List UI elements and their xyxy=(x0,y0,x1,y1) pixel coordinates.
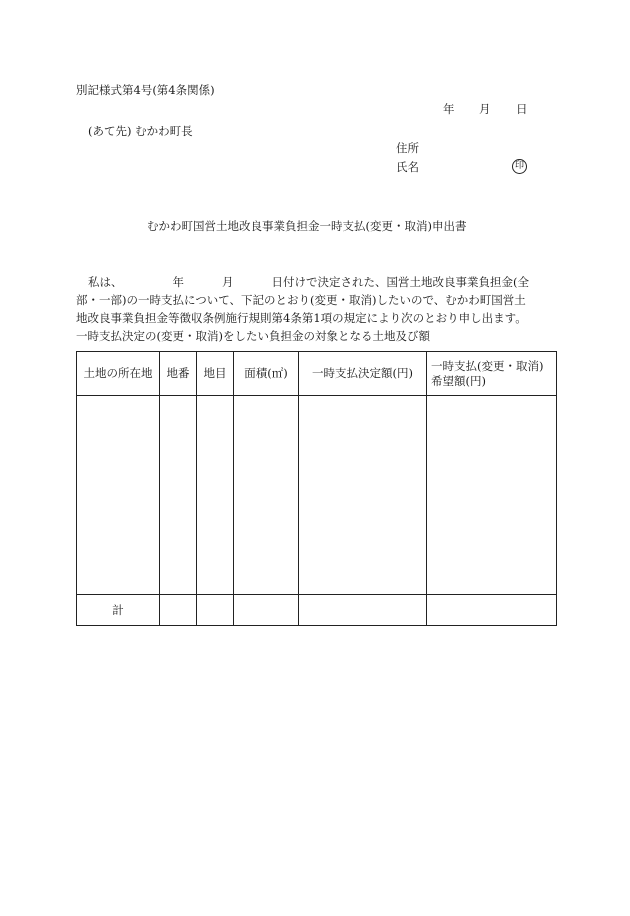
total-area[interactable] xyxy=(234,595,299,626)
header-area: 面積(㎡) xyxy=(234,352,299,396)
header-requested-amount xyxy=(427,352,557,396)
total-land-category[interactable] xyxy=(197,595,234,626)
body-line-3: 地改良事業負担金等徴収条例施行規則第4条第1項の規定により次のとおり申し出ます。 xyxy=(76,311,527,325)
date-year: 年 xyxy=(443,102,455,116)
seal-icon: 印 xyxy=(512,159,527,174)
name-label: 氏名 xyxy=(396,160,419,174)
cell-location[interactable] xyxy=(77,396,160,595)
body-text xyxy=(76,273,566,345)
form-number: 別記様式第4号(第4条関係) xyxy=(76,83,215,97)
cell-lot-number[interactable] xyxy=(160,396,197,595)
date-month: 月 xyxy=(479,102,491,116)
header-requested-line-2: 希望額(円) xyxy=(431,373,486,388)
table-header-row xyxy=(77,352,557,396)
cell-requested-amount[interactable] xyxy=(427,396,557,595)
land-table xyxy=(76,351,557,626)
total-decided-amount[interactable] xyxy=(299,595,427,626)
addressee: (あて先) むかわ町長 xyxy=(88,124,193,138)
document-title: むかわ町国営土地改良事業負担金一時支払(変更・取消)申出書 xyxy=(147,219,467,233)
seal-mark xyxy=(512,159,527,174)
total-label: 計 xyxy=(77,595,160,626)
address-label: 住所 xyxy=(396,141,419,155)
header-decided-amount: 一時支払決定額(円) xyxy=(299,352,427,396)
header-land-category: 地目 xyxy=(197,352,234,396)
body-year: 年 xyxy=(172,275,184,289)
total-requested-amount[interactable] xyxy=(427,595,557,626)
body-line-4: 一時支払決定の(変更・取消)をしたい負担金の対象となる土地及び額 xyxy=(76,329,430,343)
table-total-row xyxy=(77,595,557,626)
header-requested-line-1: 一時支払(変更・取消) xyxy=(431,358,544,373)
header-location: 土地の所在地 xyxy=(77,352,160,396)
body-month: 月 xyxy=(222,275,234,289)
table-body-row xyxy=(77,396,557,595)
body-line1-rest: 日付けで決定された、国営土地改良事業負担金(全 xyxy=(271,275,529,289)
header-lot-number: 地番 xyxy=(160,352,197,396)
date-day: 日 xyxy=(516,102,528,116)
total-lot-number[interactable] xyxy=(160,595,197,626)
cell-decided-amount[interactable] xyxy=(299,396,427,595)
body-line-1 xyxy=(76,273,566,291)
cell-area[interactable] xyxy=(234,396,299,595)
body-lead: 私は、 xyxy=(88,275,123,289)
cell-land-category[interactable] xyxy=(197,396,234,595)
body-line-2: 部・一部)の一時支払について、下記のとおり(変更・取消)したいので、むかわ町国営土 xyxy=(76,293,526,307)
